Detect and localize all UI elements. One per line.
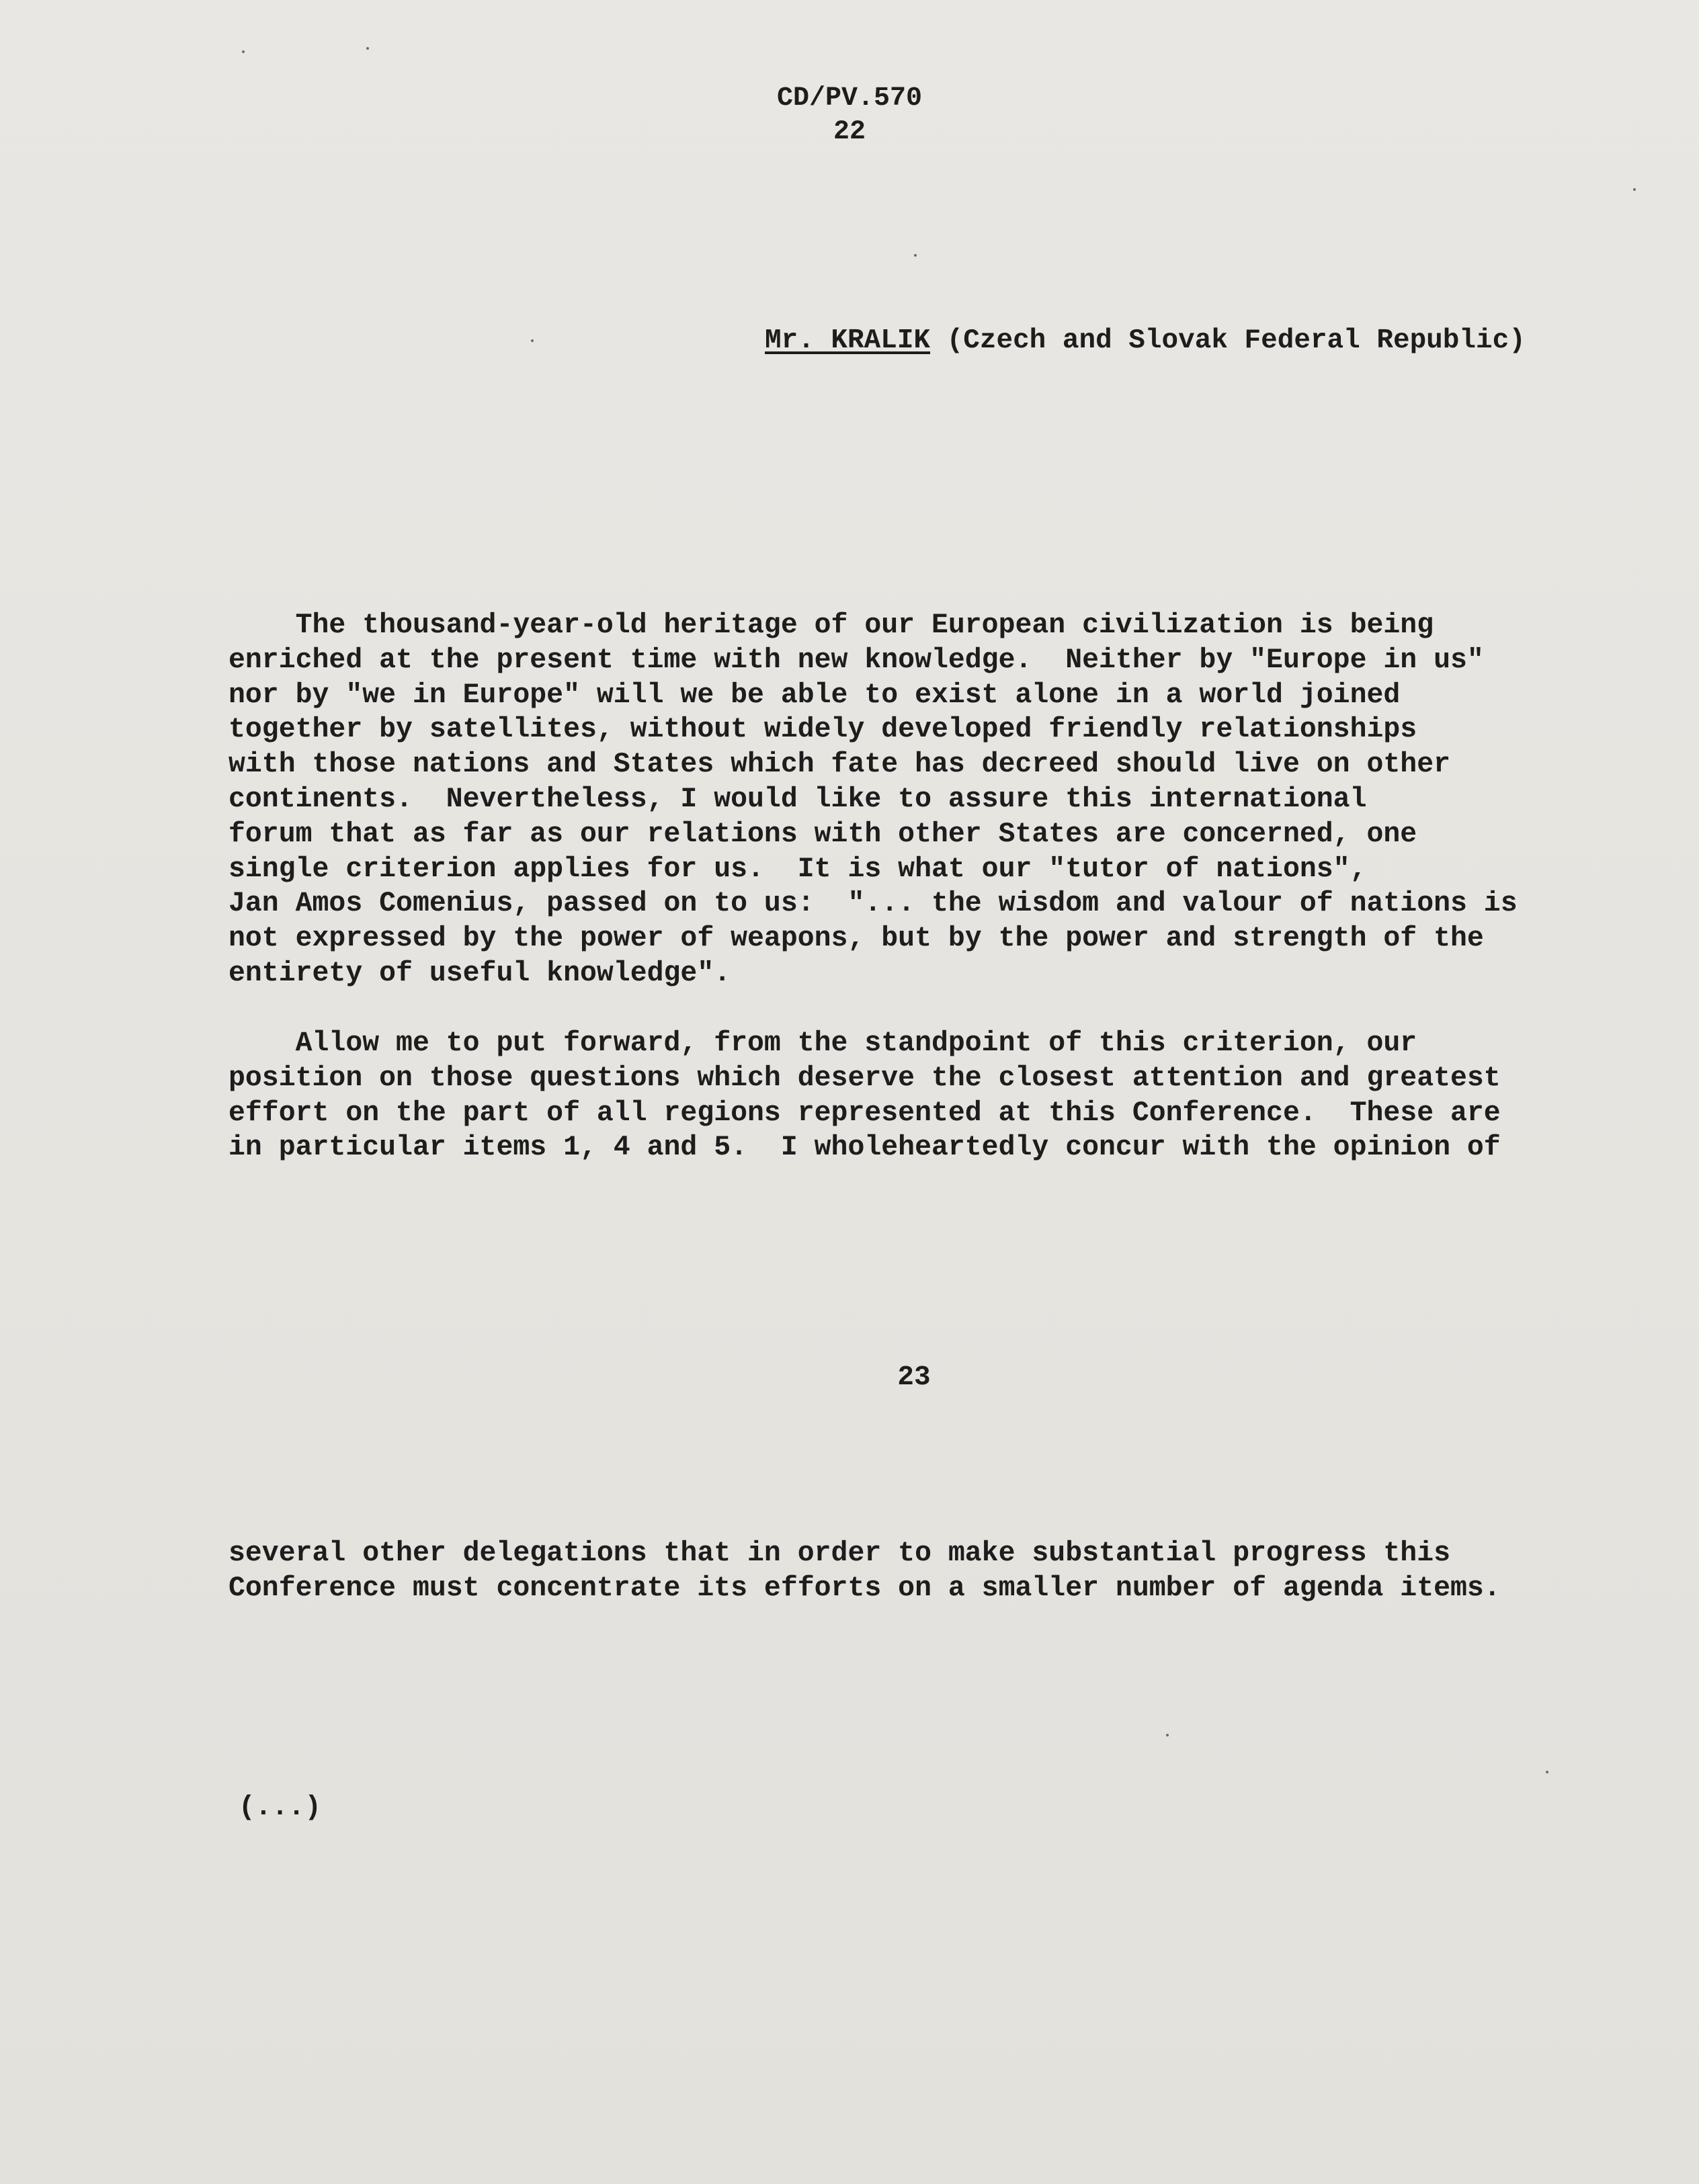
scan-speck [1166,1734,1169,1736]
paragraph-1: The thousand-year-old heritage of our European civilization is being enriched at the present time with new knowledge. Neither by "Europe in us" nor by "we in Europe" will we be able to exist alone in a world joined together by satellites, without widely developed friendly relationships with those nations and States which fate has decreed should live on other continents. Nevertheless, I would like to assure this international forum that as far as our relations with other States are concerned, one single criterion applies for us. It is what our "tutor of nations", Jan Amos Comenius, passed on to us: "... the wisdom and valour of nations is not expressed by the power of weapons, but by the power and strength of the entirety of useful knowledge". [229,610,1518,989]
speaker-name: Mr. KRALIK [765,325,931,356]
ellipsis-marker: (...) [239,1792,322,1823]
scan-speck [914,254,917,257]
scan-speck [1633,188,1636,191]
document-code: CD/PV.570 [776,83,923,114]
speaker-country: (Czech and Slovak Federal Republic) [946,325,1526,356]
second-page-number: 23 [897,1362,931,1393]
speaker-line [765,325,1526,356]
paragraph-3: several other delegations that in order to make substantial progress this Conference must concentrate its efforts on a smaller number of agenda items. [229,1538,1501,1604]
scan-speck [531,339,534,342]
scan-speck [366,47,369,50]
scan-speck [1546,1771,1548,1773]
scan-speck [242,50,245,53]
page-number: 22 [833,117,866,147]
paragraph-2: Allow me to put forward, from the standpoint of this criterion, our position on those questions which deserve the closest attention and greatest effort on the part of all regions represented at this Conference. These are in particular items 1, 4 and 5. I wholeheartedly concur with the opinion of [229,1027,1501,1164]
